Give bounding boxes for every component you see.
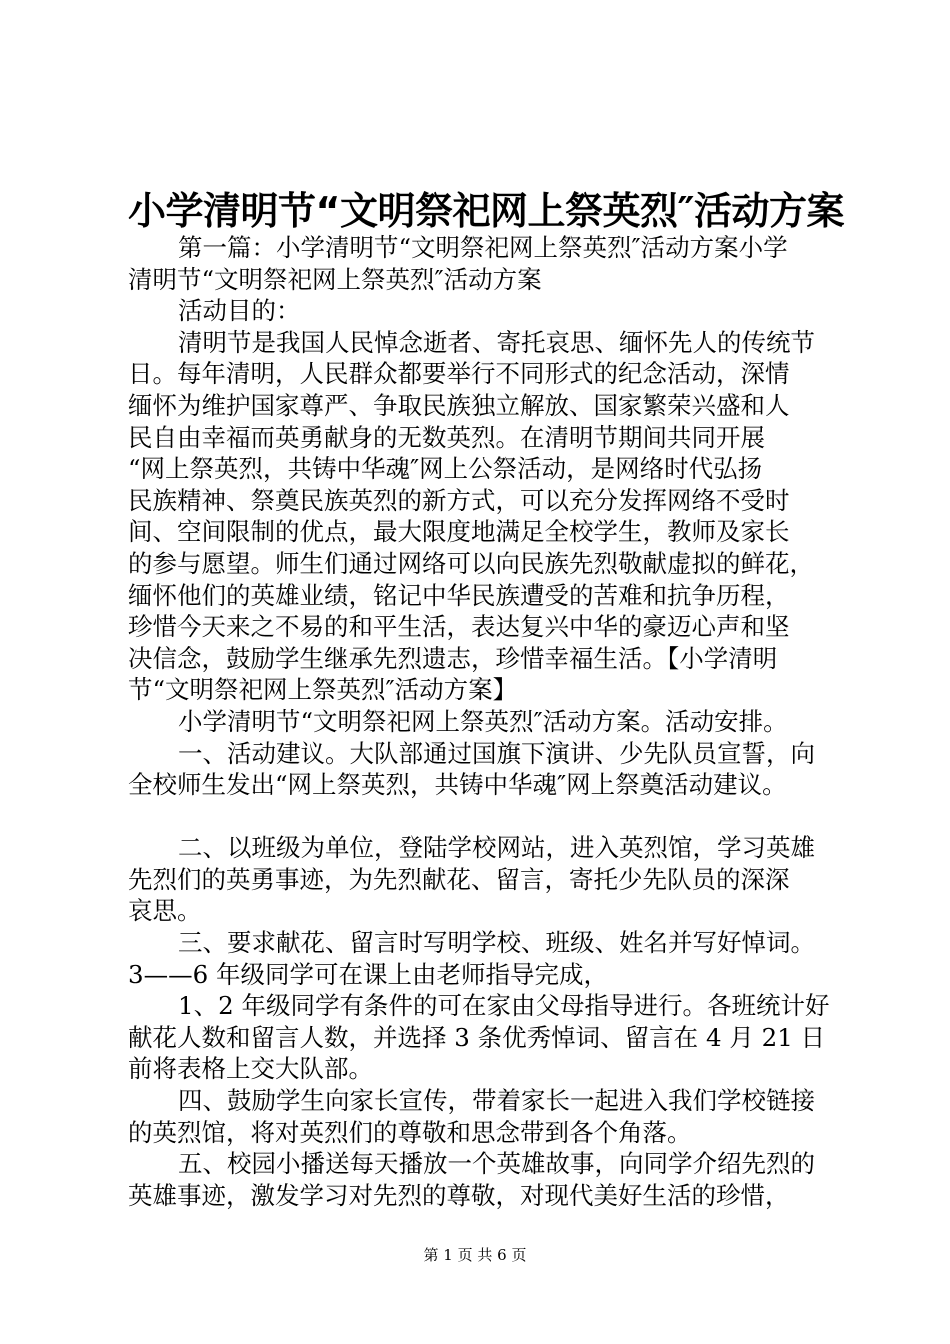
paragraph-line: 决信念，鼓励学生继承先烈遗志，珍惜幸福生活。【小学清明 xyxy=(128,643,778,673)
paragraph-line: 小学清明节“文明祭祀网上祭英烈″活动方案。活动安排。 xyxy=(178,706,788,736)
paragraph-line: 的参与愿望。师生们通过网络可以向民族先烈敬献虚拟的鲜花， xyxy=(128,548,814,578)
paragraph-line: 缅怀为维护国家尊严、争取民族独立解放、国家繁荣兴盛和人 xyxy=(128,390,790,420)
paragraph-line: 一、活动建议。大队部通过国旗下演讲、少先队员宣誓，向 xyxy=(178,738,815,768)
paragraph-line: 缅怀他们的英雄业绩，铭记中华民族遭受的苦难和抗争历程， xyxy=(128,580,790,610)
paragraph-line: 珍惜今天来之不易的和平生活，表达复兴中华的豪迈心声和坚 xyxy=(128,612,790,642)
paragraph-line: 二、以班级为单位，登陆学校网站，进入英烈馆，学习英雄 xyxy=(178,833,815,863)
paragraph-line: 先烈们的英勇事迹，为先烈献花、留言，寄托少先队员的深深 xyxy=(128,864,790,894)
page-number: 第 1 页 共 6 页 xyxy=(423,1246,527,1264)
paragraph-line: 民族精神、祭奠民族英烈的新方式，可以充分发挥网络不受时 xyxy=(128,485,790,515)
paragraph-line: 间、空间限制的优点，最大限度地满足全校学生，教师及家长 xyxy=(128,517,790,547)
paragraph-line: 活动目的： xyxy=(178,296,301,326)
paragraph-line: 五、校园小播送每天播放一个英雄故事，向同学介绍先烈的 xyxy=(178,1149,815,1179)
paragraph-line: 民自由幸福而英勇献身的无数英烈。在清明节期间共同开展 xyxy=(128,422,765,452)
paragraph-line: 1、2 年级同学有条件的可在家由父母指导进行。各班统计好 xyxy=(178,991,830,1021)
paragraph-line: 哀思。 xyxy=(128,896,202,926)
paragraph-line: 清明节“文明祭祀网上祭英烈″活动方案 xyxy=(128,264,542,294)
document-body xyxy=(128,232,833,1211)
document-title: 小学清明节“文明祭祀网上祭英烈″活动方案 xyxy=(128,189,844,233)
paragraph-line: 的英烈馆，将对英烈们的尊敬和思念带到各个角落。 xyxy=(128,1117,692,1147)
paragraph-line: 献花人数和留言人数，并选择 3 条优秀悼词、留言在 4 月 21 日 xyxy=(128,1022,826,1052)
paragraph-line: 四、鼓励学生向家长宣传，带着家长一起进入我们学校链接 xyxy=(178,1086,815,1116)
paragraph-line: 日。每年清明，人民群众都要举行不同形式的纪念活动，深情 xyxy=(128,359,790,389)
paragraph-line: 前将表格上交大队部。 xyxy=(128,1054,373,1084)
blank-line xyxy=(128,801,833,833)
paragraph-line: 节“文明祭祀网上祭英烈″活动方案】 xyxy=(128,675,518,705)
paragraph-line: 第一篇：小学清明节“文明祭祀网上祭英烈″活动方案小学 xyxy=(178,233,788,262)
paragraph-line: 3——6 年级同学可在课上由老师指导完成， xyxy=(128,959,608,989)
paragraph-line: “网上祭英烈，共铸中华魂″网上公祭活动，是网络时代弘扬 xyxy=(128,454,763,484)
paragraph-line: 清明节是我国人民悼念逝者、寄托哀思、缅怀先人的传统节 xyxy=(178,327,815,357)
paragraph-line: 三、要求献花、留言时写明学校、班级、姓名并写好悼词。 xyxy=(178,928,815,958)
paragraph-line: 全校师生发出“网上祭英烈，共铸中华魂″网上祭奠活动建议。 xyxy=(128,770,787,800)
paragraph-line: 英雄事迹，激发学习对先烈的尊敬，对现代美好生活的珍惜， xyxy=(128,1180,790,1210)
